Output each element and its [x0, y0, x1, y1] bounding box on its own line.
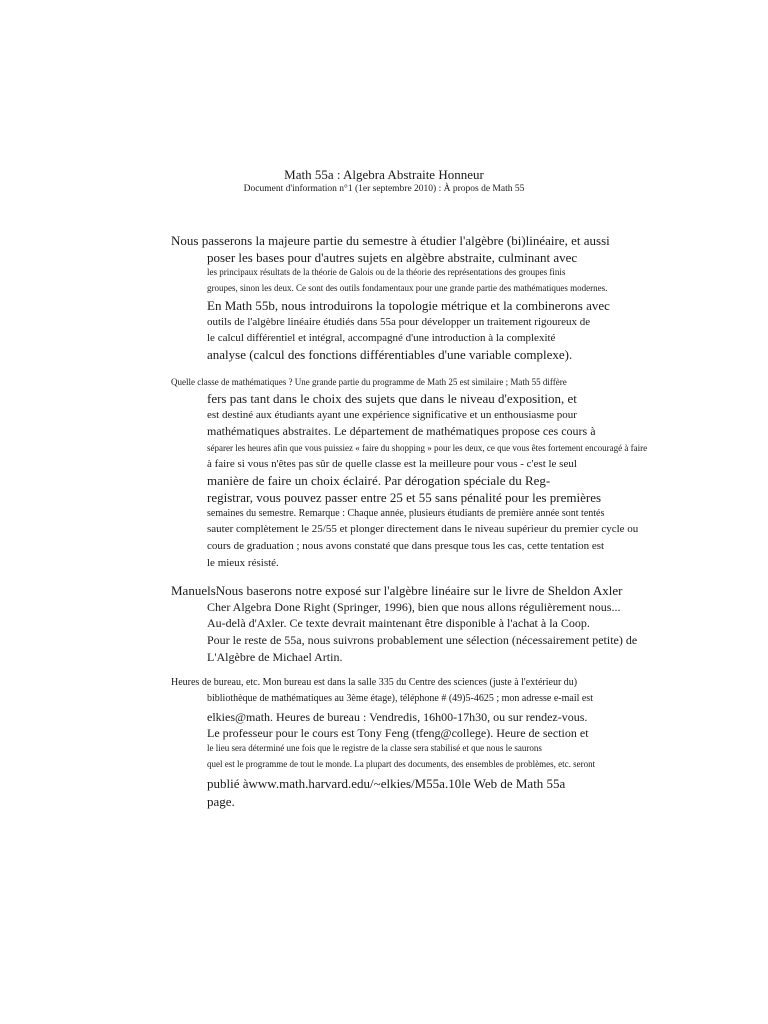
text-line: semaines du semestre. Remarque : Chaque année, plusieurs étudiants de première année sont tentés	[207, 508, 605, 519]
document-title: Math 55a : Algebra Abstraite Honneur	[284, 167, 484, 182]
text-line: Heures de bureau, etc. Mon bureau est dans la salle 335 du Centre des sciences (juste à l'extérieur du)	[171, 677, 578, 688]
text-line: Cher Algebra Done Right (Springer, 1996), bien que nous allons régulièrement nous...	[207, 600, 621, 614]
text-line: manière de faire un choix éclairé. Par dérogation spéciale du Reg-	[207, 473, 551, 488]
document-header	[0, 166, 768, 196]
text-line: Nous passerons la majeure partie du semestre à étudier l'algèbre (bi)linéaire, et aussi	[171, 233, 610, 248]
text-line: Quelle classe de mathématiques ? Une grande partie du programme de Math 25 est similaire ; Math 55 diffère	[171, 377, 567, 387]
text-line: analyse (calcul des fonctions différentiables d'une variable complexe).	[207, 347, 573, 362]
text-line: poser les bases pour d'autres sujets en algèbre abstraite, culminant avec	[207, 250, 578, 265]
text-line: le calcul différentiel et intégral, accompagné d'une introduction à la complexité	[207, 332, 556, 344]
text-line: En Math 55b, nous introduirons la topologie métrique et la combinerons avec	[207, 298, 610, 313]
text-line: le lieu sera déterminé une fois que le registre de la classe sera stabilisé et que nous le saurons	[207, 743, 542, 753]
text-line: registrar, vous pouvez passer entre 25 et 55 sans pénalité pour les premières	[207, 490, 602, 505]
text-line: elkies@math. Heures de bureau : Vendredis, 16h00-17h30, ou sur rendez-vous.	[207, 710, 588, 724]
text-line: outils de l'algèbre linéaire étudiés dans 55a pour développer un traitement rigoureux de	[207, 316, 591, 328]
text-line: ManuelsNous baserons notre exposé sur l'algèbre linéaire sur le livre de Sheldon Axler	[171, 583, 623, 598]
text-line: groupes, sinon les deux. Ce sont des outils fondamentaux pour une grande partie des mathématiques modernes.	[207, 283, 608, 293]
text-line: le mieux résisté.	[207, 557, 279, 569]
text-line: Au-delà d'Axler. Ce texte devrait maintenant être disponible à l'achat à la Coop.	[207, 616, 590, 630]
text-line: à faire si vous n'êtes pas sûr de quelle classe est la meilleure pour vous - c'est le seul	[207, 458, 577, 470]
text-line: les principaux résultats de la théorie de Galois ou de la théorie des représentations des groupes finis	[207, 267, 566, 277]
text-line: bibliothèque de mathématiques au 3ème étage), téléphone # (49)5-4625 ; mon adresse e-mail est	[207, 693, 593, 704]
text-line: séparer les heures afin que vous puissiez « faire du shopping » pour les deux, ce que vous êtes fortement encouragé à faire	[207, 443, 648, 453]
document-subtitle: Document d'information n°1 (1er septembre 2010) : À propos de Math 55	[243, 184, 525, 194]
text-line: quel est le programme de tout le monde. La plupart des documents, des ensembles de problèmes, etc. seront	[207, 759, 596, 769]
text-line: page.	[207, 794, 235, 809]
text-line: sauter complètement le 25/55 et plonger directement dans le niveau supérieur du premier cycle ou	[207, 523, 639, 535]
text-line: est destiné aux étudiants ayant une expérience significative et un enthousiasme pour	[207, 409, 577, 421]
text-line: Pour le reste de 55a, nous suivrons probablement une sélection (nécessairement petite) de	[207, 633, 638, 647]
text-line: L'Algèbre de Michael Artin.	[207, 650, 343, 664]
text-line: Le professeur pour le cours est Tony Feng (tfeng@college). Heure de section et	[207, 726, 589, 740]
text-line: publié àwww.math.harvard.edu/~elkies/M55a.10le Web de Math 55a	[207, 776, 566, 791]
text-line: fers pas tant dans le choix des sujets que dans le niveau d'exposition, et	[207, 391, 577, 406]
text-line: cours de graduation ; nous avons constaté que dans presque tous les cas, cette tentation est	[207, 540, 605, 552]
text-line: mathématiques abstraites. Le département de mathématiques propose ces cours à	[207, 424, 596, 438]
